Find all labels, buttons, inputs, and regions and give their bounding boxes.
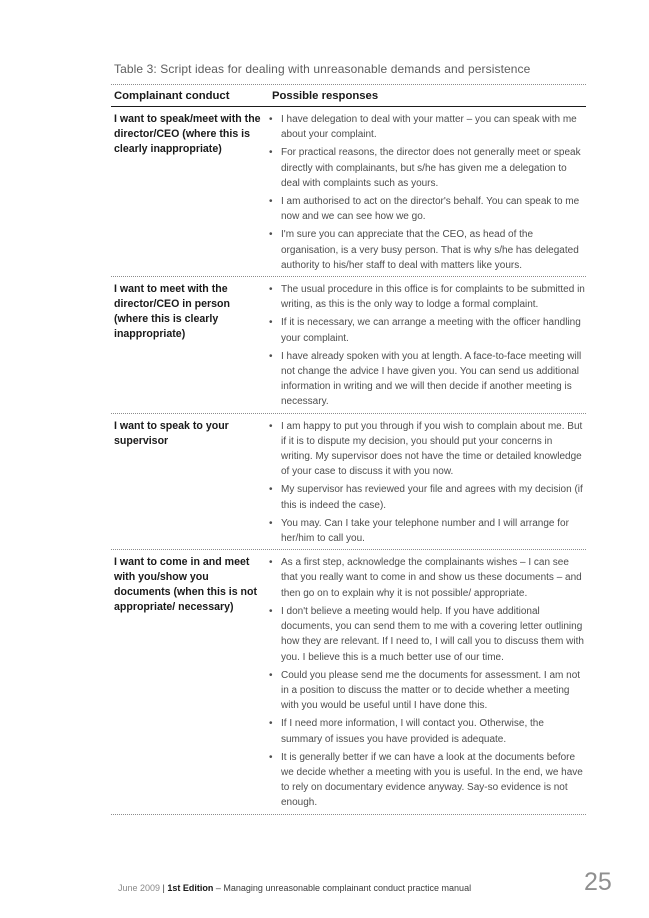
complainant-conduct-cell: I want to speak to your supervisor (114, 419, 229, 447)
bullet-icon: • (269, 147, 273, 159)
bullet-icon: • (269, 420, 273, 432)
possible-responses-cell (267, 277, 586, 413)
response-text: It is generally better if we can have a look at the documents before we decide whether a meeting with you is useful. In the end, we have to rely on documentary evidence anyway. Say-so evidence is not enough. (281, 751, 583, 809)
response-text: If I need more information, I will contact you. Otherwise, the summary of issues you have provided is adequate. (281, 718, 544, 745)
table-header (111, 84, 586, 107)
footer-edition: 1st Edition (167, 883, 214, 893)
bullet-icon: • (269, 114, 273, 125)
response-item (267, 315, 586, 345)
bullet-icon: • (269, 229, 273, 241)
complainant-conduct-cell: I want to meet with the director/CEO in person (where this is clearly inappropriate) (114, 283, 230, 341)
bullet-icon: • (269, 605, 273, 617)
bullet-icon: • (269, 284, 273, 296)
possible-responses-cell (267, 414, 586, 550)
response-item (267, 516, 586, 546)
table-row (111, 107, 586, 277)
page-footer (118, 883, 471, 893)
response-item (267, 145, 586, 191)
response-text: I'm sure you can appreciate that the CEO, as head of the organisation, is a very busy person. That is why s/he has delegated authority to his/her staff to deal with matters like yours. (281, 229, 579, 271)
response-item (267, 112, 586, 142)
response-item (267, 419, 586, 480)
script-ideas-table (111, 84, 586, 815)
bullet-icon: • (269, 317, 273, 329)
bullet-icon: • (269, 196, 273, 208)
response-item (267, 227, 586, 273)
bullet-icon: • (269, 669, 273, 681)
bullet-icon: • (269, 350, 273, 362)
possible-responses-cell (267, 550, 586, 813)
bullet-icon: • (269, 517, 273, 529)
bullet-icon: • (269, 751, 273, 763)
response-text: I have already spoken with you at length. A face-to-face meeting will not change the advice I have given you. You can send us additional information in writing and we will then decide if another meeting is necessary. (281, 350, 582, 408)
response-text: My supervisor has reviewed your file and agrees with my decision (if this is indeed the case). (281, 484, 583, 511)
response-item (267, 349, 586, 410)
response-item (267, 482, 586, 512)
response-item (267, 282, 586, 312)
header-possible-responses: Possible responses (272, 90, 379, 102)
table-row (111, 550, 586, 814)
header-complainant-conduct: Complainant conduct (114, 90, 230, 102)
bullet-icon: • (269, 557, 273, 569)
response-text: If it is necessary, we can arrange a meeting with the officer handling your complaint. (281, 317, 581, 344)
response-text: As a first step, acknowledge the complainants wishes – I can see that you really want to come in and show us these documents – and then go on to explain why it is not possible/ appropriate. (281, 557, 582, 599)
response-item (267, 716, 586, 746)
table-caption: Table 3: Script ideas for dealing with unreasonable demands and persistence (114, 62, 531, 76)
response-item (267, 668, 586, 714)
response-text: I am happy to put you through if you wish to complain about me. But if it is to dispute my decision, you should put your concerns in writing. My supervisor does not have the time or detailed knowledge of your case to discuss it with you now. (281, 420, 583, 478)
possible-responses-cell (267, 107, 586, 276)
bullet-icon: • (269, 484, 273, 496)
complainant-conduct-cell: I want to speak/meet with the director/CEO (where this is clearly inappropriate) (114, 113, 261, 155)
response-item (267, 750, 586, 811)
table-body (111, 107, 586, 815)
response-text: I don't believe a meeting would help. If you have additional documents, you can send them to me with a covering letter outlining how they are relevant. If I need to, I will call you to discuss them with you. I believe this is a much better use of our time. (281, 605, 584, 663)
response-item (267, 604, 586, 665)
response-text: You may. Can I take your telephone number and I will arrange for her/him to call you. (281, 517, 569, 545)
response-text: I am authorised to act on the director's behalf. You can speak to me now and we can see how we go. (281, 196, 580, 223)
footer-separator: | (160, 883, 168, 893)
response-item (267, 555, 586, 601)
table-row (111, 277, 586, 414)
footer-date: June 2009 (118, 883, 161, 893)
response-text: Could you please send me the documents for assessment. I am not in a position to discuss the matter or to decide whether a meeting with you would be useful until I have done this. (281, 669, 581, 712)
response-text: For practical reasons, the director does not generally meet or speak directly with complainants, but s/he has given me a delegation to deal with complaints such as yours. (281, 147, 581, 189)
response-text: The usual procedure in this office is for complaints to be submitted in writing, as this is the only way to lodge a formal complaint. (281, 284, 585, 311)
page-number: 25 (584, 868, 612, 896)
complainant-conduct-cell: I want to come in and meet with you/show you documents (when this is not appropriate/ necessary) (114, 556, 258, 614)
footer-title: – Managing unreasonable complainant conduct practice manual (213, 883, 472, 893)
table-row (111, 414, 586, 551)
response-text: I have delegation to deal with your matter – you can speak with me about your complaint. (281, 114, 577, 141)
bullet-icon: • (269, 718, 273, 730)
response-item (267, 194, 586, 224)
